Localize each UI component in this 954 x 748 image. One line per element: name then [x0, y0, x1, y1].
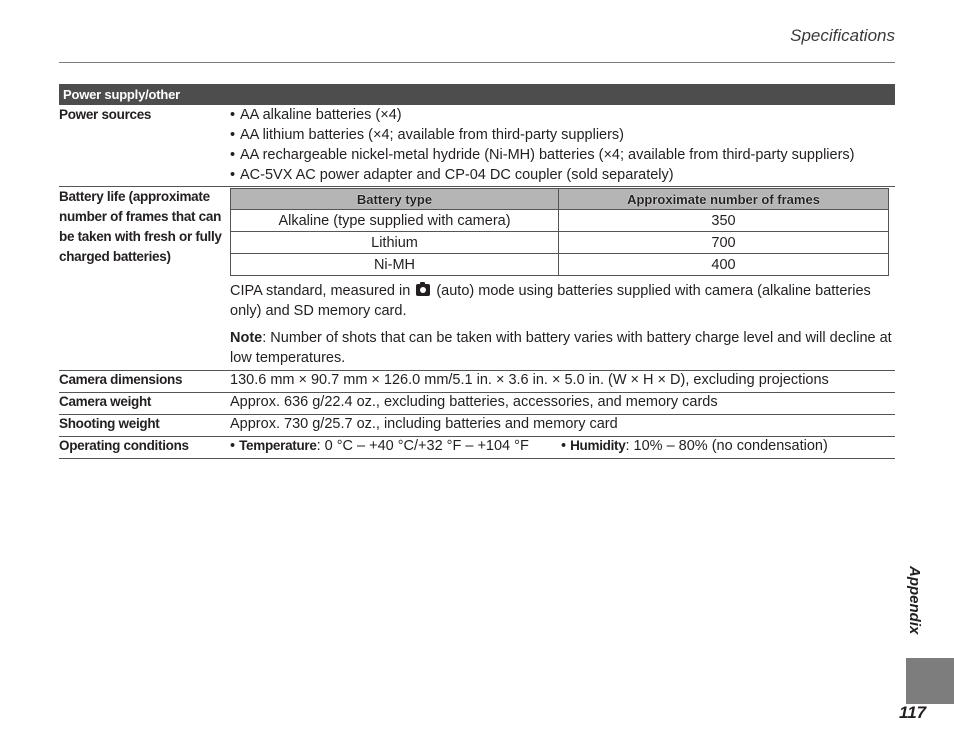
table-header-row [231, 189, 889, 210]
battery-table [230, 188, 889, 276]
table-cell: Lithium [231, 232, 559, 254]
sidebar-section-label: Appendix [906, 566, 923, 635]
table-cell: 700 [559, 232, 889, 254]
camera-dimensions-row [59, 370, 895, 392]
list-item: • AC-5VX AC power adapter and CP-04 DC coupler (sold separately) [230, 165, 895, 185]
table-row [231, 254, 889, 276]
divider [59, 458, 895, 459]
camera-auto-mode-icon [416, 284, 430, 296]
power-sources-label: Power sources [59, 107, 152, 122]
operating-conditions-label: Operating conditions [59, 438, 189, 453]
operating-conditions-row [59, 436, 895, 458]
header-rule [59, 62, 895, 63]
cipa-text-after: (auto) mode using batteries supplied with camera (alkaline batteries only) and SD memory card. [230, 283, 871, 319]
camera-dimensions-label: Camera dimensions [59, 372, 183, 387]
cipa-text-before: CIPA standard, measured in [230, 283, 411, 299]
page-number: 117 [899, 703, 927, 722]
list-item: • AA lithium batteries (×4; available from third-party suppliers) [230, 125, 895, 145]
table-cell: 350 [559, 210, 889, 232]
note-paragraph [230, 328, 895, 368]
power-sources-list [230, 105, 895, 185]
list-item: • AA alkaline batteries (×4) [230, 105, 895, 125]
table-cell: 400 [559, 254, 889, 276]
camera-weight-label: Camera weight [59, 394, 152, 409]
battery-life-label: Battery life (approximate number of frames that can be taken with fresh or fully charged batteries) [59, 189, 222, 264]
humidity-item: • Humidity: 10% – 80% (no condensation) [561, 438, 828, 454]
camera-dimensions-value: 130.6 mm × 90.7 mm × 126.0 mm/5.1 in. × 3.6 in. × 5.0 in. (W × H × D), excluding projections [230, 372, 829, 388]
shooting-weight-row [59, 414, 895, 436]
note-text: : Number of shots that can be taken with battery varies with battery charge level and will decline at low temperatures. [230, 330, 892, 366]
camera-weight-value: Approx. 636 g/22.4 oz., excluding batteries, accessories, and memory cards [230, 394, 718, 410]
table-header: Battery type [231, 189, 559, 210]
page-header-title: Specifications [790, 26, 895, 45]
list-item: • AA rechargeable nickel-metal hydride (Ni-MH) batteries (×4; available from third-party suppliers) [230, 145, 895, 165]
temperature-item: • Temperature: 0 °C – +40 °C/+32 °F – +104 °F [230, 438, 529, 454]
table-row [231, 232, 889, 254]
camera-weight-row [59, 392, 895, 414]
shooting-weight-label: Shooting weight [59, 416, 160, 431]
temperature-label: Temperature [239, 438, 317, 453]
cipa-paragraph [230, 281, 895, 321]
battery-life-row [59, 188, 895, 368]
note-label: Note [230, 330, 263, 346]
power-sources-row [59, 105, 895, 185]
humidity-label: Humidity [570, 438, 626, 453]
table-header: Approximate number of frames [559, 189, 889, 210]
shooting-weight-value: Approx. 730 g/25.7 oz., including batteries and memory card [230, 416, 618, 432]
sidebar-tab [906, 658, 954, 704]
section-title-bar: Power supply/other [59, 84, 895, 105]
table-cell: Alkaline (type supplied with camera) [231, 210, 559, 232]
table-cell: Ni-MH [231, 254, 559, 276]
humidity-value: : 10% – 80% (no condensation) [625, 438, 828, 454]
table-row [231, 210, 889, 232]
temperature-value: : 0 °C – +40 °C/+32 °F – +104 °F [316, 438, 529, 454]
